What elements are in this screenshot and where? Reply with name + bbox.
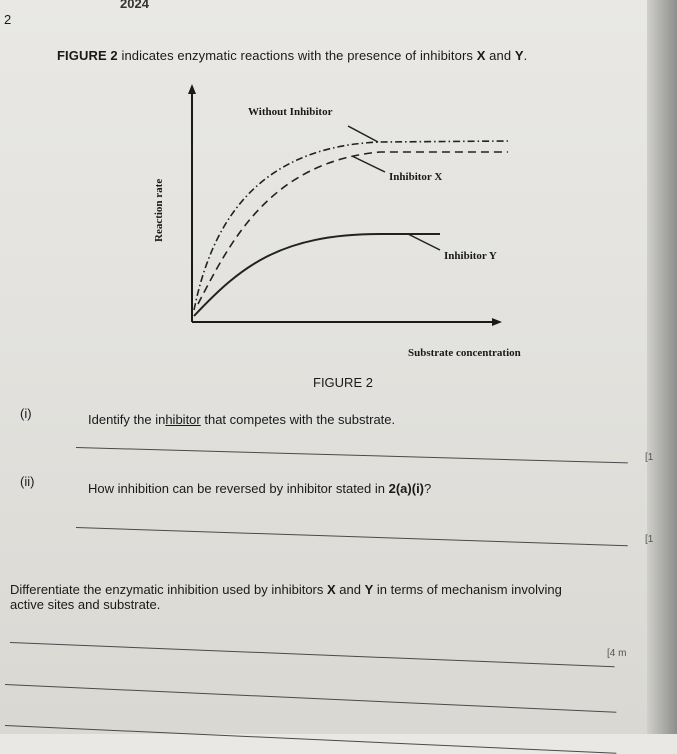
question-number: 2 <box>4 12 12 27</box>
x-axis-arrow <box>492 318 502 326</box>
label-inhibitor-y: Inhibitor Y <box>444 250 497 262</box>
answer-line-i[interactable] <box>76 447 628 463</box>
y-axis-arrow <box>188 84 196 94</box>
part-b-question-line2: active sites and substrate. <box>10 597 161 612</box>
part-ii-number: (ii) <box>20 474 35 489</box>
pointer-without <box>348 126 378 142</box>
question-intro: FIGURE 2 indicates enzymatic reactions with the presence of inhibitors X and Y. <box>57 48 528 63</box>
answer-line-ii[interactable] <box>76 527 628 546</box>
page-edge-shadow <box>647 0 677 734</box>
mark-ii: [1 <box>645 534 654 545</box>
y-axis-label: Reaction rate <box>153 178 165 242</box>
part-b-question-line1: Differentiate the enzymatic inhibition used by inhibitors X and Y in terms of mechanism involving <box>10 582 562 597</box>
x-axis-label: Substrate concentration <box>408 347 521 359</box>
pointer-y <box>408 234 440 250</box>
header-fragment: 2024 <box>120 0 149 11</box>
label-without-inhibitor: Without Inhibitor <box>248 106 333 118</box>
answer-line-b1[interactable] <box>10 642 615 667</box>
mark-b: [4 m <box>607 648 627 659</box>
part-i-number: (i) <box>20 406 32 421</box>
figure-caption: FIGURE 2 <box>313 375 373 390</box>
pointer-x <box>352 156 385 172</box>
mark-i: [1 <box>645 452 654 463</box>
enzyme-inhibition-figure <box>140 82 560 367</box>
answer-line-b3[interactable] <box>5 725 616 754</box>
part-i-question: Identify the inhibitor that competes with the substrate. <box>88 412 396 427</box>
answer-line-b2[interactable] <box>5 684 616 713</box>
curve-inhibitor-x <box>198 152 508 304</box>
label-inhibitor-x: Inhibitor X <box>389 171 443 183</box>
figure-ref: FIGURE 2 <box>57 48 118 63</box>
curve-without-inhibitor <box>194 141 508 310</box>
part-ii-question: How inhibition can be reversed by inhibitor stated in 2(a)(i)? <box>88 481 432 496</box>
